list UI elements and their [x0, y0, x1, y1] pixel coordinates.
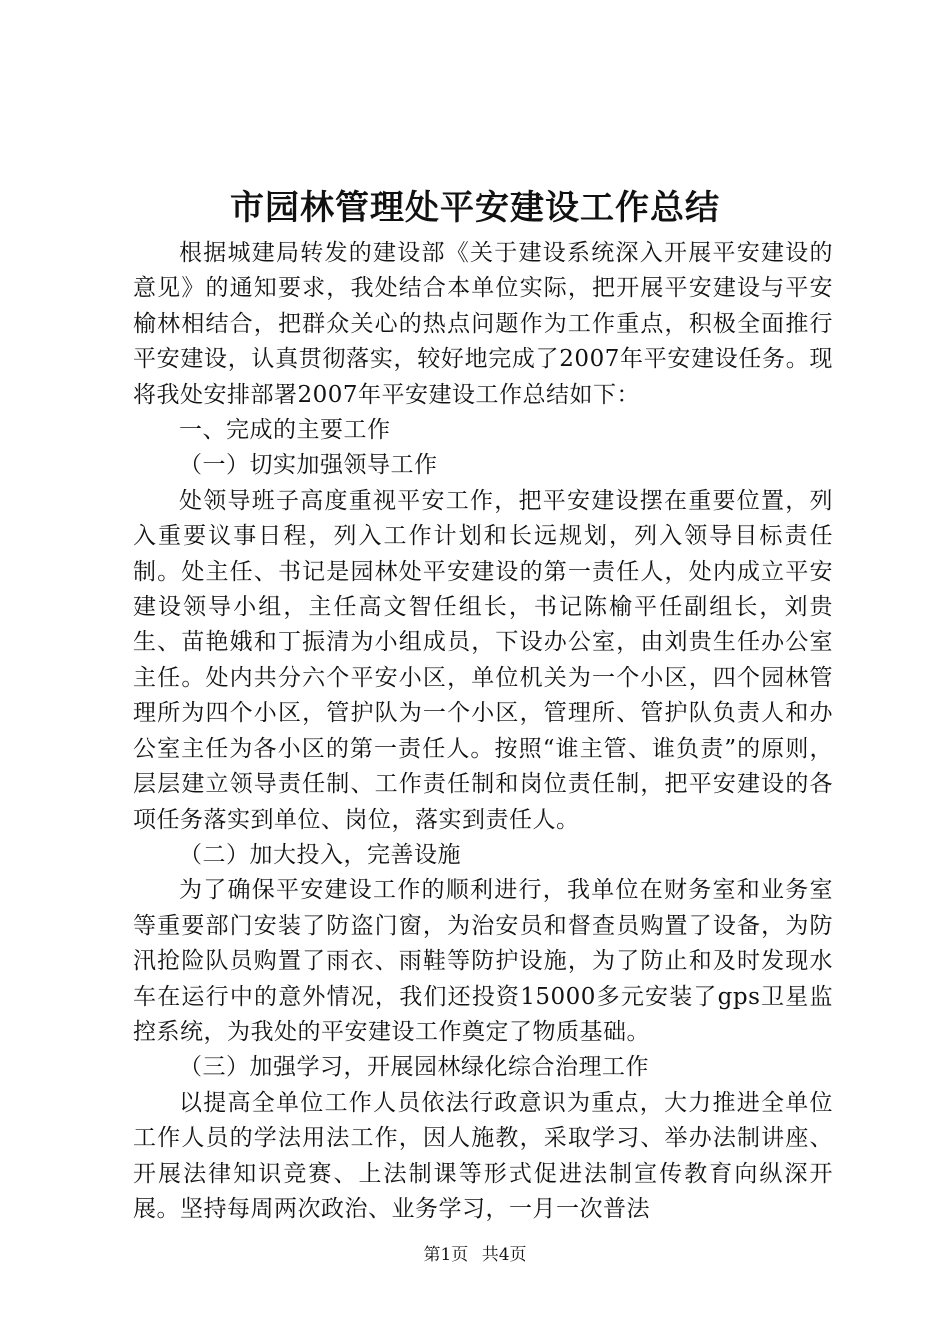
paragraph-investment: 为了确保平安建设工作的顺利进行，我单位在财务室和业务室等重要部门安装了防盗门窗，为治安员和督查员购置了设备，为防汛抢险队员购置了雨衣、雨鞋等防护设施，为了防止和及时发现水车在运行中的意外情况，我们还投资15000多元安装了gps卫星监控系统，为我处的平安建设工作奠定了物质基础。	[133, 877, 833, 1045]
document-title: 市园林管理处平安建设工作总结	[230, 188, 720, 228]
page-number: 第1页	[423, 1245, 469, 1265]
subsection-heading-investment: （二）加大投入，完善设施	[179, 841, 461, 868]
subsection-heading-study: （三）加强学习，开展园林绿化综合治理工作	[179, 1054, 649, 1081]
subsection-heading-leadership: （一）切实加强领导工作	[179, 452, 438, 479]
document-body	[133, 236, 833, 1227]
paragraph-study: 以提高全单位工作人员依法行政意识为重点，大力推进全单位工作人员的学法用法工作，因人施教，采取学习、举办法制讲座、开展法律知识竞赛、上法制课等形式促进法制宣传教育向纵深开展。坚持每周两次政治、业务学习，一月一次普法	[133, 1089, 833, 1222]
paragraph-intro: 根据城建局转发的建设部《关于建设系统深入开展平安建设的意见》的通知要求，我处结合本单位实际，把开展平安建设与平安榆林相结合，把群众关心的热点问题作为工作重点，积极全面推行平安建设，认真贯彻落实，较好地完成了2007年平安建设任务。现将我处安排部署2007年平安建设工作总结如下：	[133, 240, 833, 408]
section-heading-main-work: 一、完成的主要工作	[179, 417, 391, 444]
page-total: 共4页	[481, 1245, 527, 1265]
paragraph-leadership: 处领导班子高度重视平安工作，把平安建设摆在重要位置，列入重要议事日程，列入工作计划和长远规划，列入领导目标责任制。处主任、书记是园林处平安建设的第一责任人，处内成立平安建设领导小组，主任高文智任组长，书记陈榆平任副组长，刘贵生、苗艳娥和丁振清为小组成员，下设办公室，由刘贵生任办公室主任。处内共分六个平安小区，单位机关为一个小区，四个园林管理所为四个小区，管护队为一个小区，管理所、管护队负责人和办公室主任为各小区的第一责任人。按照“谁主管、谁负责”的原则，层层建立领导责任制、工作责任制和岗位责任制，把平安建设的各项任务落实到单位、岗位，落实到责任人。	[133, 487, 833, 833]
page-footer	[0, 1243, 950, 1267]
